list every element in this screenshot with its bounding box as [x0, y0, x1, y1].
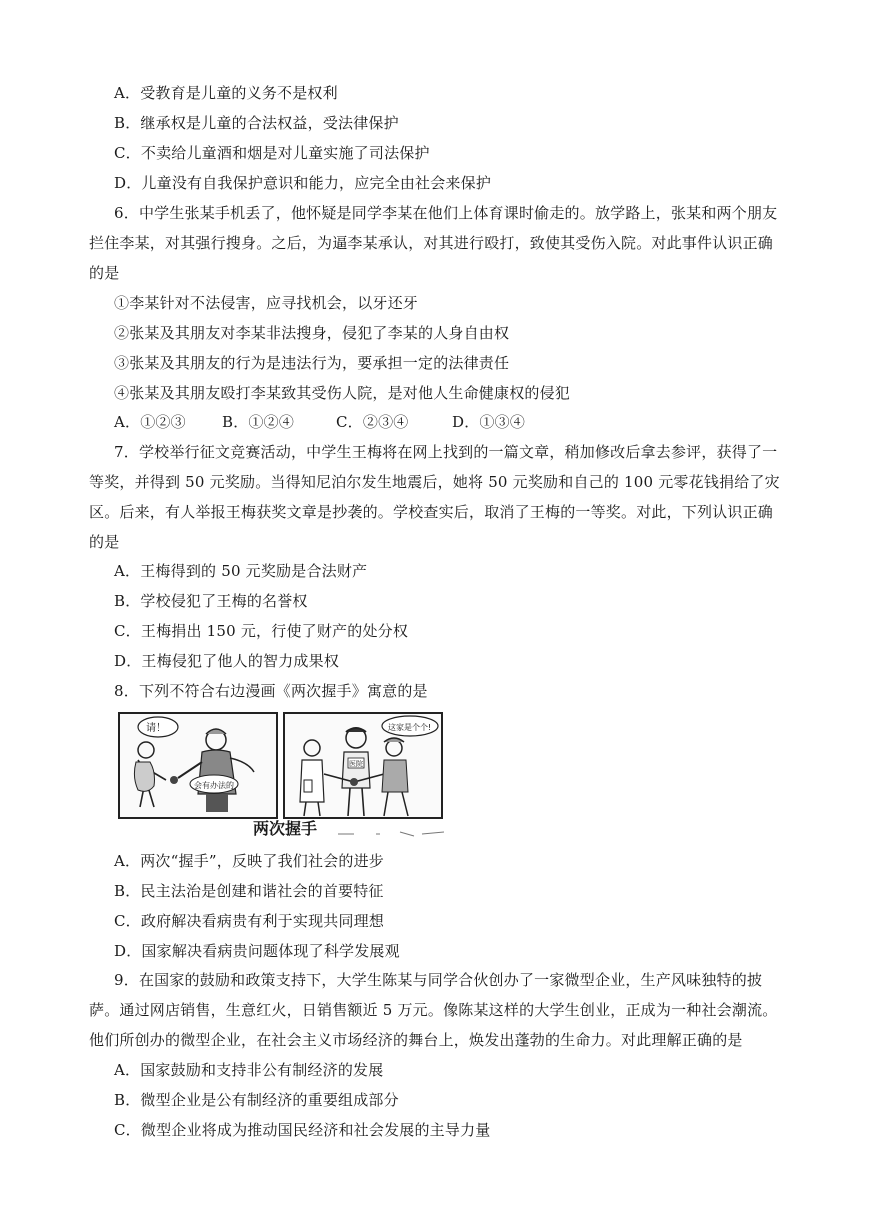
q6-option-c: C．②③④	[336, 413, 409, 431]
bubble-right-text: 这家是个个!	[388, 723, 432, 732]
q7-stem-line-4: 的是	[89, 533, 120, 551]
q7-stem-line-1: 7．学校举行征文竞赛活动，中学生王梅将在网上找到的一篇文章，稍加修改后拿去参评，获得了一	[114, 443, 778, 461]
q9-option-a: A．国家鼓励和支持非公有制经济的发展	[114, 1061, 384, 1079]
q6-statement-4: ④张某及其朋友殴打李某致其受伤人院，是对他人生命健康权的侵犯	[114, 384, 571, 402]
q6-stem-line-2: 拦住李某，对其强行搜身。之后，为逼李某承认，对其进行殴打，致使其受伤入院。对此事件认识正确	[89, 234, 774, 252]
q5-option-d: D．儿童没有自我保护意识和能力，应完全由社会来保护	[114, 174, 492, 192]
q6-stem-line-3: 的是	[89, 264, 120, 282]
q9-option-b: B．微型企业是公有制经济的重要组成部分	[114, 1091, 399, 1109]
q9-stem-line-3: 他们所创办的微型企业，在社会主义市场经济的舞台上，焕发出蓬勃的生命力。对此理解正确的是	[89, 1031, 743, 1049]
sign-text: 医院	[349, 760, 363, 768]
q6-option-b: B．①②④	[222, 413, 295, 431]
q7-option-b: B．学校侵犯了王梅的名誉权	[114, 592, 308, 610]
cartoon-caption: 两次握手	[253, 819, 318, 838]
q8-option-d: D．国家解决看病贵问题体现了科学发展观	[114, 942, 400, 960]
q9-option-c: C．微型企业将成为推动国民经济和社会发展的主导力量	[114, 1121, 491, 1139]
q7-stem-line-2: 等奖，并得到 50 元奖励。当得知尼泊尔发生地震后，她将 50 元奖励和自己的 100 元零花钱捐给了灾	[89, 473, 780, 491]
q7-stem-line-3: 区。后来，有人举报王梅获奖文章是抄袭的。学校查实后，取消了王梅的一等奖。对此，下列认识正确	[89, 503, 774, 521]
q6-statement-3: ③张某及其朋友的行为是违法行为，要承担一定的法律责任	[114, 354, 510, 372]
q8-stem: 8．下列不符合右边漫画《两次握手》寓意的是	[114, 682, 428, 700]
q6-option-d: D．①③④	[452, 413, 526, 431]
q6-option-a: A．①②③	[114, 413, 186, 431]
q8-option-c: C．政府解决看病贵有利于实现共同理想	[114, 912, 385, 930]
bubble-left-text: 请！	[146, 723, 166, 734]
q9-stem-line-1: 9．在国家的鼓励和政策支持下，大学生陈某与同学合伙创办了一家微型企业，生产风味独特的披	[114, 971, 763, 989]
q6-statement-1: ①李某针对不法侵害，应寻找机会，以牙还牙	[114, 294, 419, 312]
note-text: 会有办法的	[194, 781, 234, 790]
q5-option-a: A．受教育是儿童的义务不是权利	[114, 84, 338, 102]
q7-option-d: D．王梅侵犯了他人的智力成果权	[114, 652, 340, 670]
q8-option-a: A．两次“握手”，反映了我们社会的进步	[114, 852, 384, 870]
q5-option-b: B．继承权是儿童的合法权益，受法律保护	[114, 114, 399, 132]
q7-option-c: C．王梅捐出 150 元，行使了财产的处分权	[114, 622, 409, 640]
q9-stem-line-2: 萨。通过网店销售，生意红火，日销售额近 5 万元。像陈某这样的大学生创业，正成为一种社会潮流。	[89, 1001, 778, 1019]
q5-option-c: C．不卖给儿童酒和烟是对儿童实施了司法保护	[114, 144, 430, 162]
q6-stem-line-1: 6．中学生张某手机丢了，他怀疑是同学李某在他们上体育课时偷走的。放学路上，张某和两个朋友	[114, 204, 778, 222]
q8-option-b: B．民主法治是创建和谐社会的首要特征	[114, 882, 384, 900]
q7-option-a: A．王梅得到的 50 元奖励是合法财产	[114, 562, 368, 580]
q6-statement-2: ②张某及其朋友对李某非法搜身，侵犯了李某的人身自由权	[114, 324, 510, 342]
